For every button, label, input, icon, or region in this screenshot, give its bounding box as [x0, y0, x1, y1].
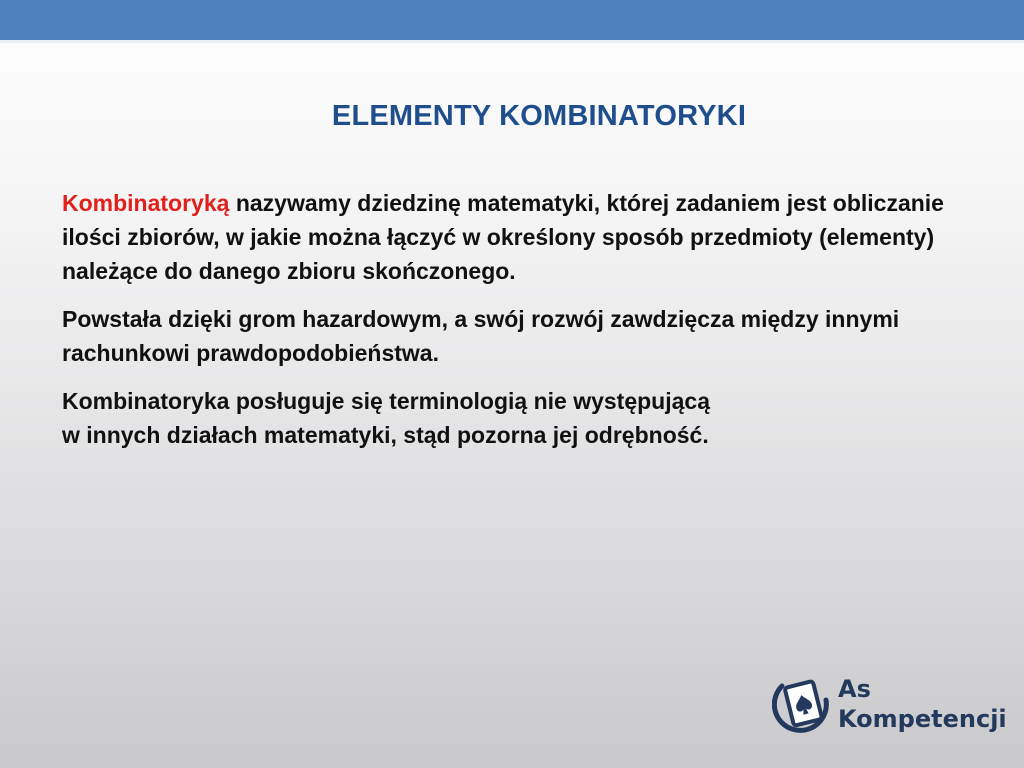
paragraph-terminology-line-1: Kombinatoryka posługuje się terminologią nie występującą	[62, 388, 710, 414]
highlight-term: Kombinatoryką	[62, 190, 230, 216]
paragraph-terminology	[62, 384, 962, 452]
top-bar	[0, 0, 1024, 43]
logo-line-1: As	[838, 675, 871, 703]
logo-line-2: Kompetencji	[838, 705, 1007, 733]
as-kompetencji-logo	[772, 672, 1007, 746]
paragraph-terminology-line-2: w innych działach matematyki, stąd pozorna jej odrębność.	[62, 422, 709, 448]
paragraph-definition	[62, 186, 962, 288]
slide-title: ELEMENTY KOMBINATORYKI	[331, 100, 747, 132]
paragraph-definition-text: nazywamy dziedzinę matematyki, której zadaniem jest obliczanie ilości zbiorów, w jakie można łączyć w określony sposób przedmioty (elementy) należące do danego zbioru skończonego.	[62, 190, 944, 284]
slide-content	[62, 186, 962, 466]
paragraph-origin: Powstała dzięki grom hazardowym, a swój rozwój zawdzięcza między innymi rachunkowi prawdopodobieństwa.	[62, 306, 900, 366]
card-spade-icon	[772, 672, 832, 744]
logo-text	[838, 674, 1007, 734]
